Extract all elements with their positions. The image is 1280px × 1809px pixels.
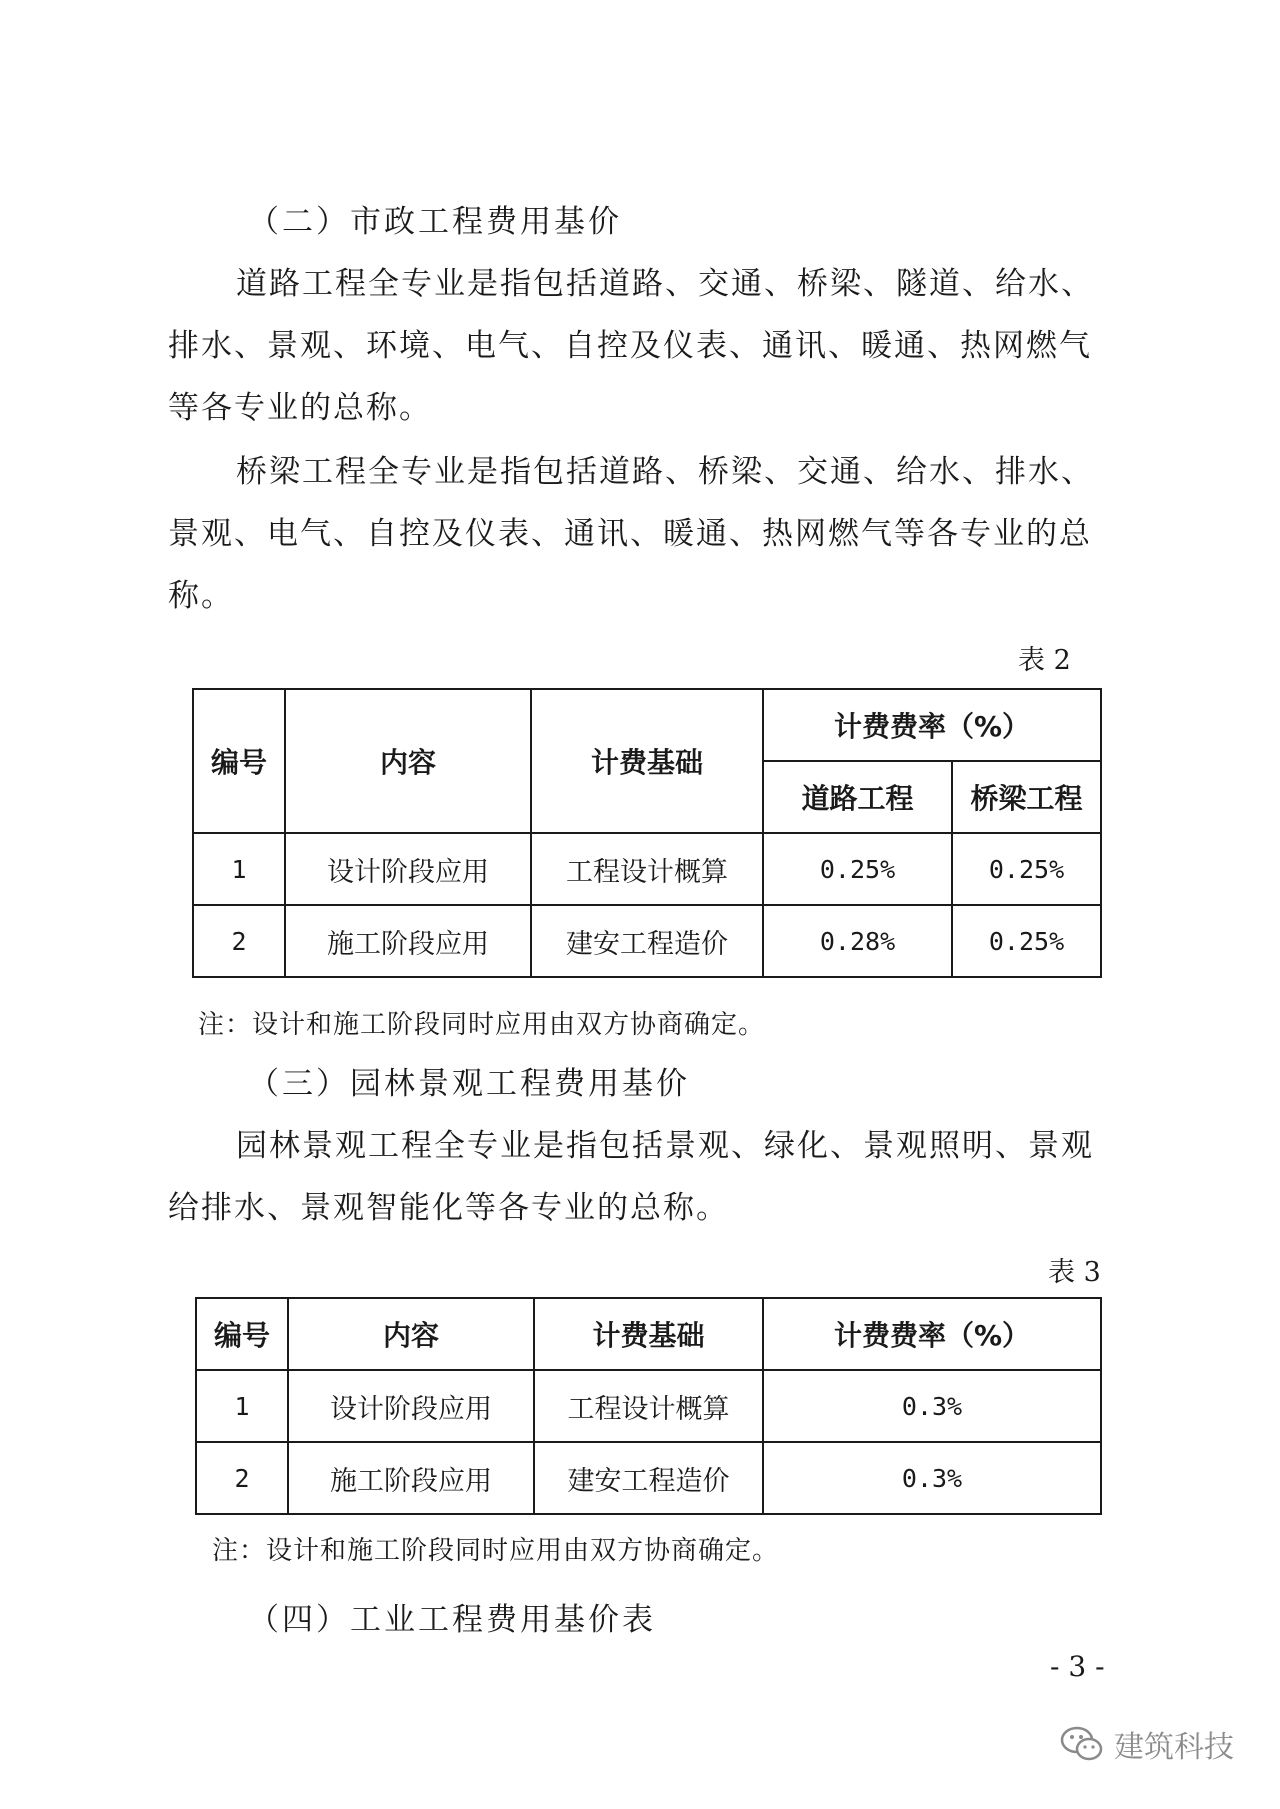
table-3-row-2-number: 2	[196, 1442, 288, 1514]
table-2-label: 表 2	[1018, 645, 1071, 676]
section-3-heading: （三）园林景观工程费用基价	[248, 1066, 690, 1102]
table-2-header-basis: 计费基础	[531, 689, 763, 833]
table-2-note: 注：设计和施工阶段同时应用由双方协商确定。	[198, 1010, 766, 1040]
watermark	[1060, 1722, 1234, 1766]
table-2-row-2-road: 0.28%	[763, 905, 952, 977]
table-3-row-2-content: 施工阶段应用	[288, 1442, 534, 1514]
table-2	[192, 688, 1102, 978]
table-3-row-2-basis: 建安工程造价	[534, 1442, 763, 1514]
table-row	[196, 1370, 1101, 1442]
watermark-text: 建筑科技	[1114, 1730, 1234, 1765]
table-2-header-road: 道路工程	[763, 761, 952, 833]
table-row	[193, 833, 1101, 905]
table-2-header-number: 编号	[193, 689, 285, 833]
section-2-paragraph-2-line-3: 称。	[168, 578, 234, 614]
table-2-row-1-content: 设计阶段应用	[285, 833, 531, 905]
table-row	[193, 905, 1101, 977]
table-3-row-1-content: 设计阶段应用	[288, 1370, 534, 1442]
page-number: - 3 -	[1050, 1650, 1105, 1683]
table-row	[196, 1442, 1101, 1514]
table-3-row-1-number: 1	[196, 1370, 288, 1442]
table-3-header-number: 编号	[196, 1298, 288, 1370]
section-4-heading: （四）工业工程费用基价表	[248, 1602, 656, 1638]
table-2-header-bridge: 桥梁工程	[952, 761, 1101, 833]
section-2-heading: （二）市政工程费用基价	[248, 204, 622, 240]
table-2-row-1-bridge: 0.25%	[952, 833, 1101, 905]
section-3-paragraph-line-1: 园林景观工程全专业是指包括景观、绿化、景观照明、景观	[236, 1128, 1094, 1164]
table-2-row-2-number: 2	[193, 905, 285, 977]
table-2-row-2-basis: 建安工程造价	[531, 905, 763, 977]
table-3-header-content: 内容	[288, 1298, 534, 1370]
table-2-row-1-road: 0.25%	[763, 833, 952, 905]
section-2-paragraph-1-line-2: 排水、景观、环境、电气、自控及仪表、通讯、暖通、热网燃气	[168, 328, 1092, 364]
table-3-header-rate: 计费费率（%）	[763, 1298, 1101, 1370]
table-3-header-basis: 计费基础	[534, 1298, 763, 1370]
table-2-header-rate: 计费费率（%）	[763, 689, 1101, 761]
table-3-row-1-rate: 0.3%	[763, 1370, 1101, 1442]
table-3-row-1-basis: 工程设计概算	[534, 1370, 763, 1442]
section-2-paragraph-1-line-1: 道路工程全专业是指包括道路、交通、桥梁、隧道、给水、	[236, 266, 1094, 302]
section-2-paragraph-2-line-1: 桥梁工程全专业是指包括道路、桥梁、交通、给水、排水、	[236, 454, 1094, 490]
table-3	[195, 1297, 1102, 1515]
wechat-icon	[1060, 1725, 1104, 1763]
table-2-row-1-number: 1	[193, 833, 285, 905]
table-3-row-2-rate: 0.3%	[763, 1442, 1101, 1514]
table-3-label: 表 3	[1048, 1257, 1101, 1288]
table-2-row-2-bridge: 0.25%	[952, 905, 1101, 977]
table-2-header-content: 内容	[285, 689, 531, 833]
table-2-row-1-basis: 工程设计概算	[531, 833, 763, 905]
table-2-row-2-content: 施工阶段应用	[285, 905, 531, 977]
table-3-note: 注：设计和施工阶段同时应用由双方协商确定。	[212, 1536, 780, 1566]
section-2-paragraph-2-line-2: 景观、电气、自控及仪表、通讯、暖通、热网燃气等各专业的总	[168, 516, 1092, 552]
section-3-paragraph-line-2: 给排水、景观智能化等各专业的总称。	[168, 1190, 729, 1226]
section-2-paragraph-1-line-3: 等各专业的总称。	[168, 390, 432, 426]
